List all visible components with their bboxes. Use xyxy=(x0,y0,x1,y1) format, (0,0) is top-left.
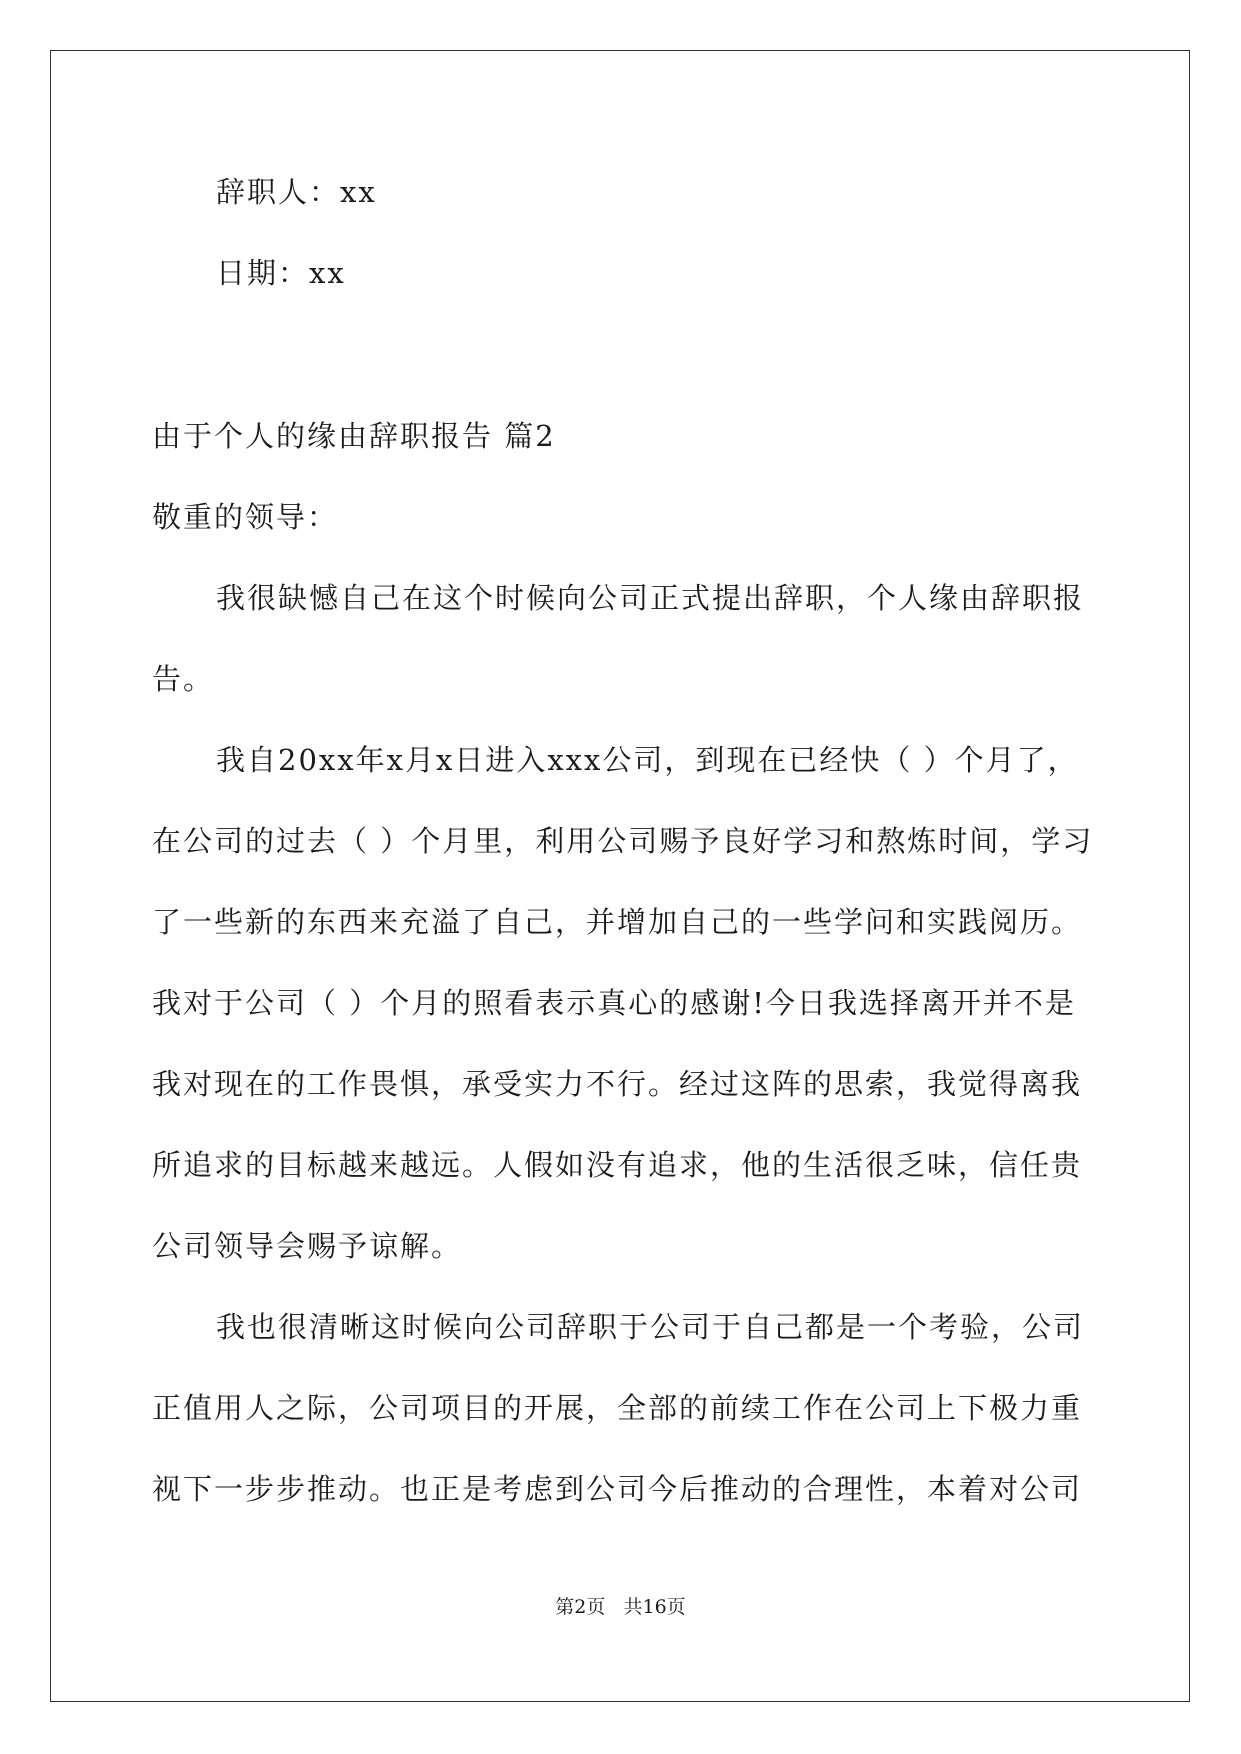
body-line: 了一些新的东西来充溢了自己，并增加自己的一些学问和实践阅历。 xyxy=(152,905,1083,939)
salutation: 敬重的领导： xyxy=(152,500,339,534)
body-line: 正值用人之际，公司项目的开展，全部的前续工作在公司上下极力重 xyxy=(152,1391,1083,1425)
resigner-line: 辞职人：xx xyxy=(216,175,377,209)
body-line: 在公司的过去（ ）个月里，利用公司赐予良好学习和熬炼时间，学习 xyxy=(152,824,1094,858)
body-line: 我很缺憾自己在这个时候向公司正式提出辞职，个人缘由辞职报 xyxy=(216,581,1085,615)
body-line: 所追求的目标越来越远。人假如没有追求，他的生活很乏味，信任贵 xyxy=(152,1148,1083,1182)
date-line: 日期：xx xyxy=(216,256,346,290)
body-line: 告。 xyxy=(152,662,215,696)
body-line: 视下一步步推动。也正是考虑到公司今后推动的合理性，本着对公司 xyxy=(152,1472,1083,1506)
body-line: 公司领导会赐予谅解。 xyxy=(152,1229,463,1263)
body-line: 我对于公司（ ）个月的照看表示真心的感谢!今日我选择离开并不是 xyxy=(152,986,1076,1020)
page-number: 第2页 共16页 xyxy=(555,1596,686,1618)
body-line: 我也很清晰这时候向公司辞职于公司于自己都是一个考验，公司 xyxy=(216,1310,1085,1344)
section-title: 由于个人的缘由辞职报告 篇2 xyxy=(152,419,556,453)
body-line: 我对现在的工作畏惧，承受实力不行。经过这阵的思索，我觉得离我 xyxy=(152,1067,1083,1101)
body-line: 我自20xx年x月x日进入xxx公司，到现在已经快（ ）个月了， xyxy=(216,743,1079,777)
page-border xyxy=(50,50,1190,1702)
